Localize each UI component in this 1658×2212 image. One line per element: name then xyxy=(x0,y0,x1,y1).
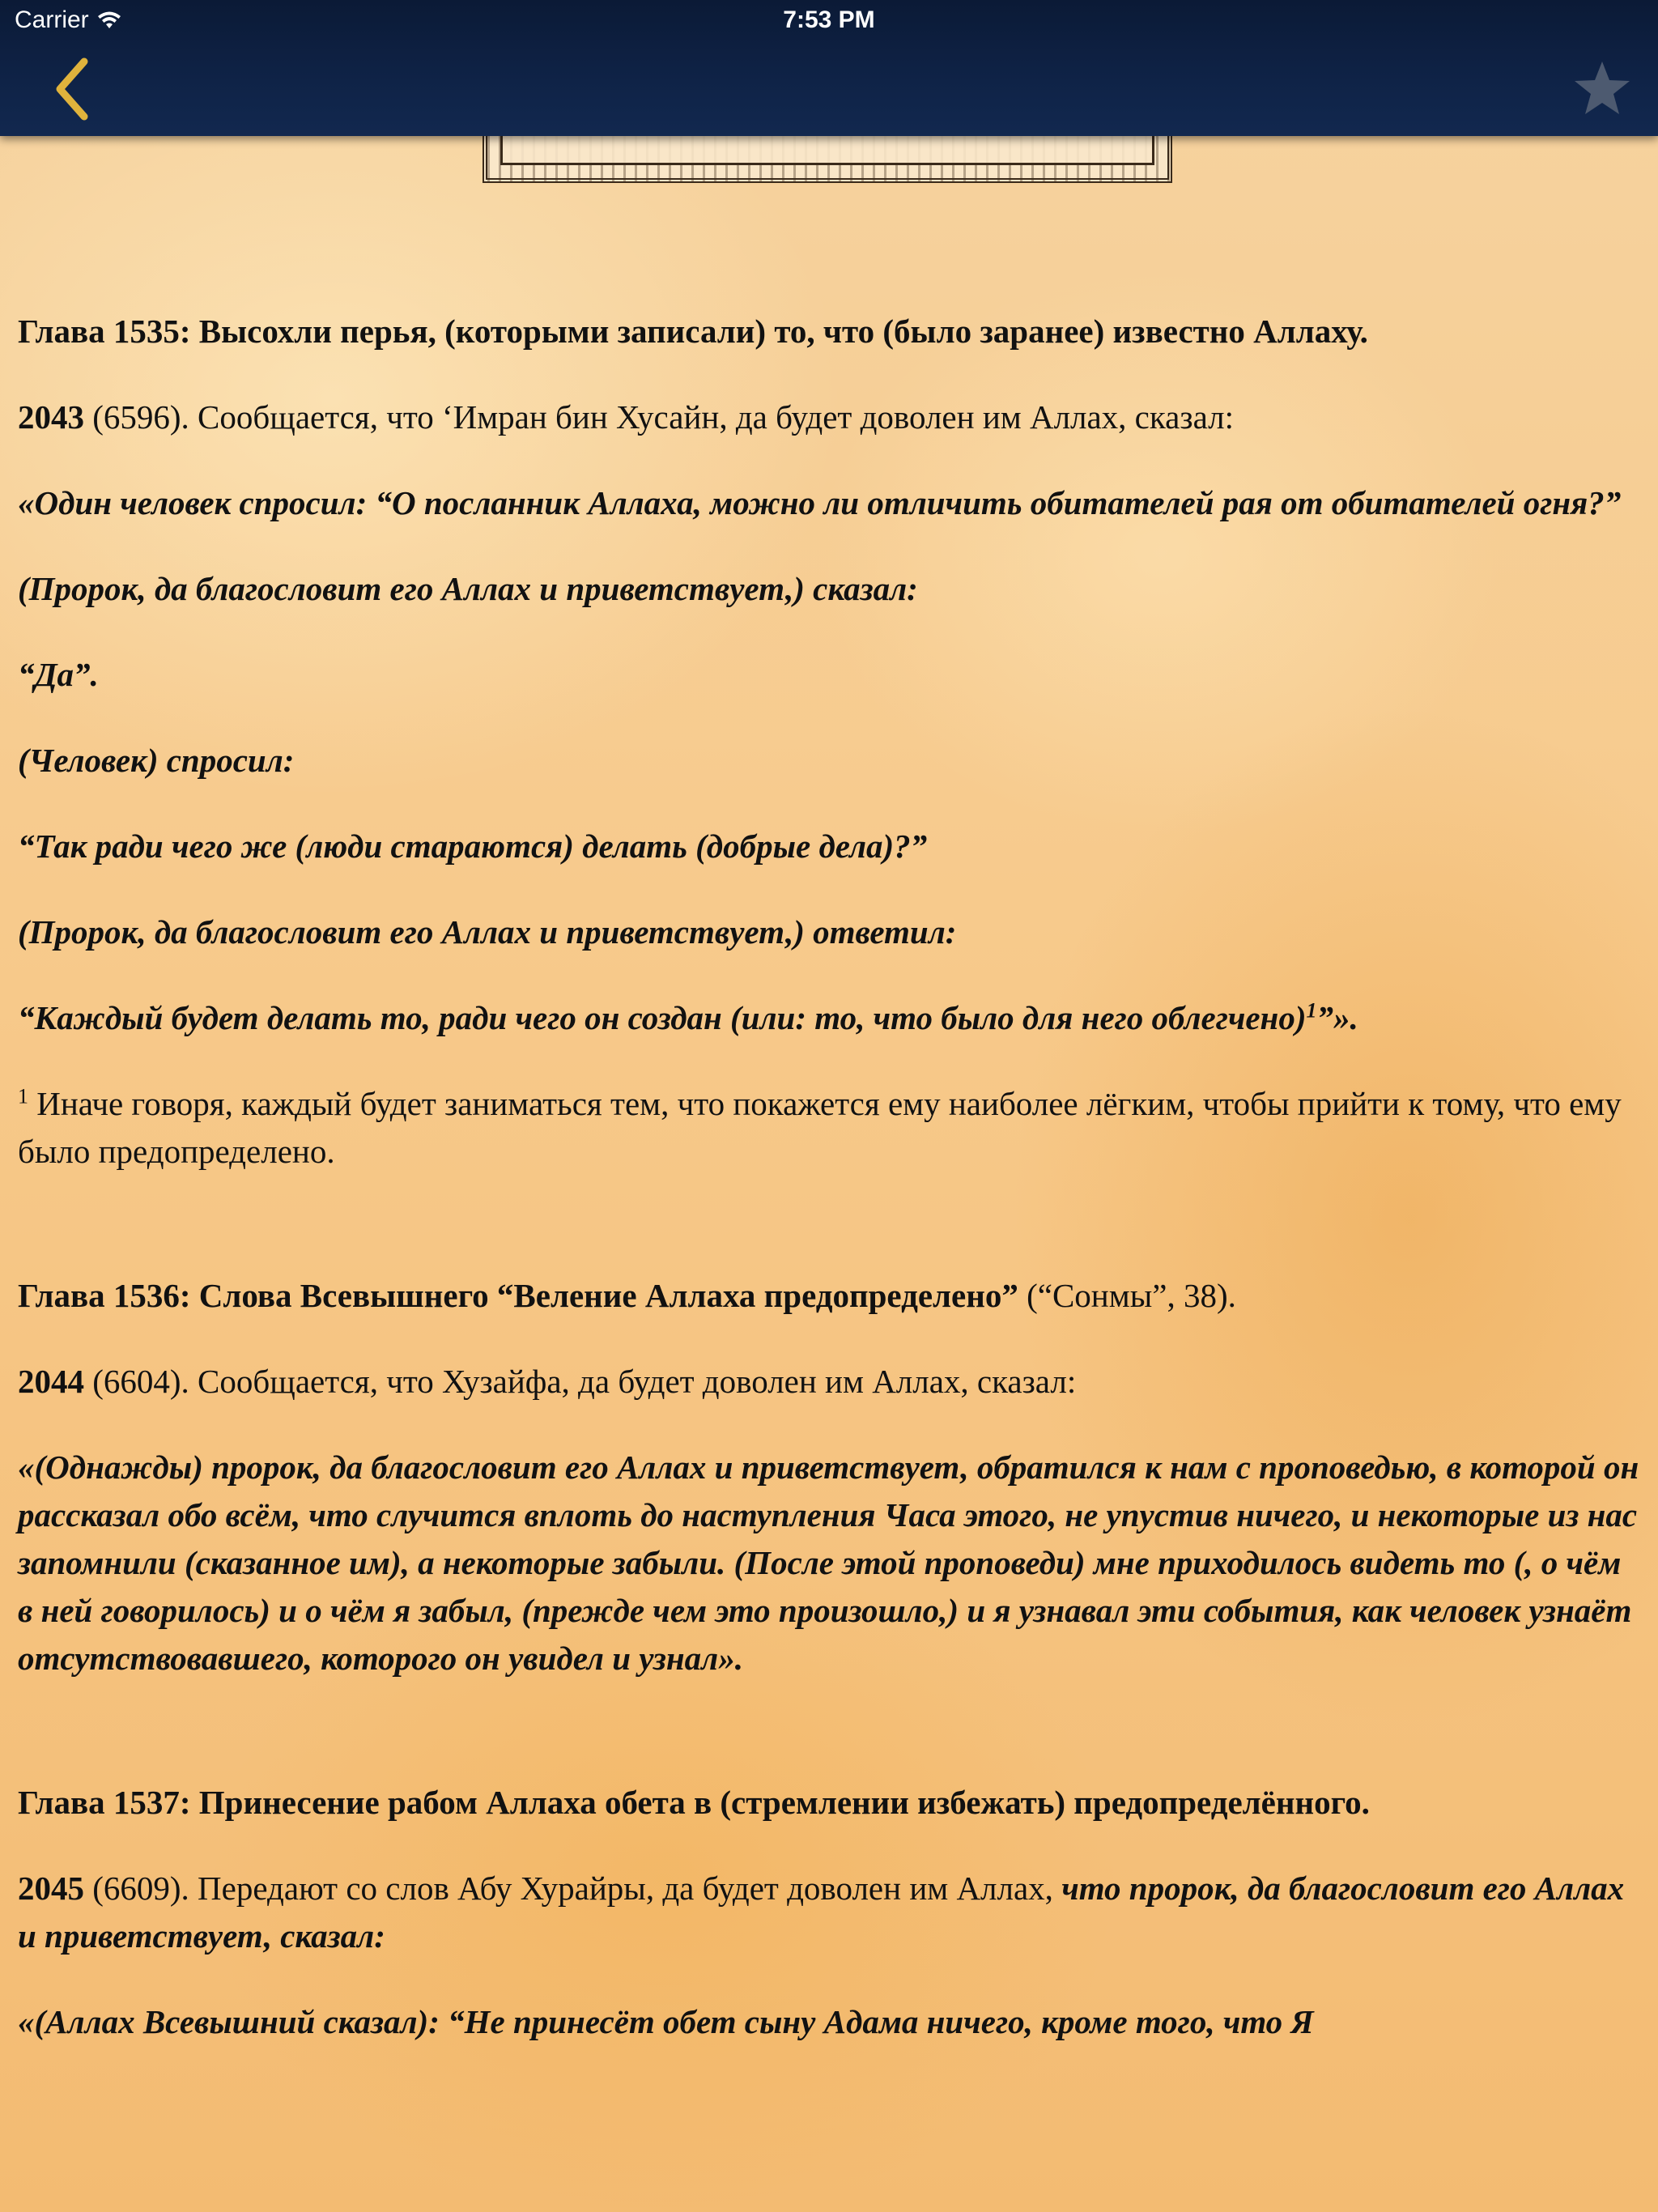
chapter-title: Глава 1535: Высохли перья, (которыми записали) то, что (было заранее) известно Аллаху. xyxy=(18,313,1368,350)
chapter-title-line xyxy=(18,1272,1643,1320)
hadith-ref: (6609). Передают со слов Абу Хурайры, да будет доволен им Аллах, xyxy=(84,1870,1053,1907)
footnote-text: Иначе говоря, каждый будет заниматься тем, что покажется ему наиболее лёгким, чтобы прийти к тому, что ему было предопределено. xyxy=(18,1085,1622,1170)
hadith-ref: (6604). Сообщается, что Хузайфа, да будет доволен им Аллах, сказал: xyxy=(84,1363,1077,1400)
hadith-number: 2043 xyxy=(18,398,84,436)
hadith-ref-italic: что пророк, да благословит его Аллах и приветствует, сказал: xyxy=(18,1870,1625,1955)
hadith-intro xyxy=(18,393,1643,441)
favorite-button[interactable] xyxy=(1572,58,1632,118)
star-icon xyxy=(1572,58,1632,118)
hadith-ref: (6596). Сообщается, что ‘Имран бин Хусайн, да будет доволен им Аллах, сказал: xyxy=(84,398,1234,436)
hadith-intro xyxy=(18,1865,1643,1960)
hadith-number: 2044 xyxy=(18,1363,84,1400)
reader-content xyxy=(18,308,1643,2084)
chevron-left-icon xyxy=(49,55,97,123)
chapter-title: Глава 1537: Принесение рабом Аллаха обета в (стремлении избежать) предопределённого. xyxy=(18,1784,1370,1821)
navigation-bar xyxy=(0,0,1658,136)
status-time: 7:53 PM xyxy=(783,6,875,33)
hadith-last-line xyxy=(18,994,1643,1042)
hadith-line: (Пророк, да благословит его Аллах и приветствует,) сказал: xyxy=(18,570,918,607)
chapter-title-suffix: (“Сонмы”, 38). xyxy=(1018,1277,1236,1314)
footnote-mark[interactable]: 1 xyxy=(1306,998,1317,1023)
hadith-line: (Человек) спросил: xyxy=(18,742,295,779)
back-button[interactable] xyxy=(49,55,97,123)
carrier-label: Carrier xyxy=(15,6,89,33)
hadith-line: “Да”. xyxy=(18,656,99,693)
section-gap xyxy=(18,1721,1643,1779)
hadith-quote: «(Однажды) пророк, да благословит его Аллах и приветствует, обратился к нам с проповедью, в которой он рассказал обо всём, что случится вплоть до наступления Часа этого, не упустив ничего, и некоторые из нас запомнили (сказанное им), а некоторые забыли. (После этой проповеди) мне приходилось видеть то (, о чём в ней говорилось) и о чём я забыл, (прежде чем это произошло,) и я узнавал эти события, как человек узнаёт отсутствовавшего, которого он увидел и узнал». xyxy=(18,1448,1639,1677)
hadith-line: «Один человек спросил: “О посланник Аллаха, можно ли отличить обитателей рая от обитателей огня?” xyxy=(18,484,1622,521)
hadith-last-line-end: ”». xyxy=(1316,999,1358,1036)
footnote xyxy=(18,1080,1643,1176)
hadith-line: (Пророк, да благословит его Аллах и приветствует,) ответил: xyxy=(18,913,957,951)
hadith-last-line-text: “Каждый будет делать то, ради чего он создан (или: то, что было для него облегчено) xyxy=(18,999,1307,1036)
hadith-intro xyxy=(18,1358,1643,1406)
section-gap xyxy=(18,1214,1643,1272)
hadith-quote: «(Аллах Всевышний сказал): “Не принесёт обет сыну Адама ничего, кроме того, что Я xyxy=(18,2003,1314,2040)
hadith-number: 2045 xyxy=(18,1870,84,1907)
chapter-title: Глава 1536: Слова Всевышнего “Веление Аллаха предопределено” xyxy=(18,1277,1018,1314)
hadith-line: “Так ради чего же (люди стараются) делать (добрые дела)?” xyxy=(18,827,928,865)
footnote-number: 1 xyxy=(18,1084,28,1108)
